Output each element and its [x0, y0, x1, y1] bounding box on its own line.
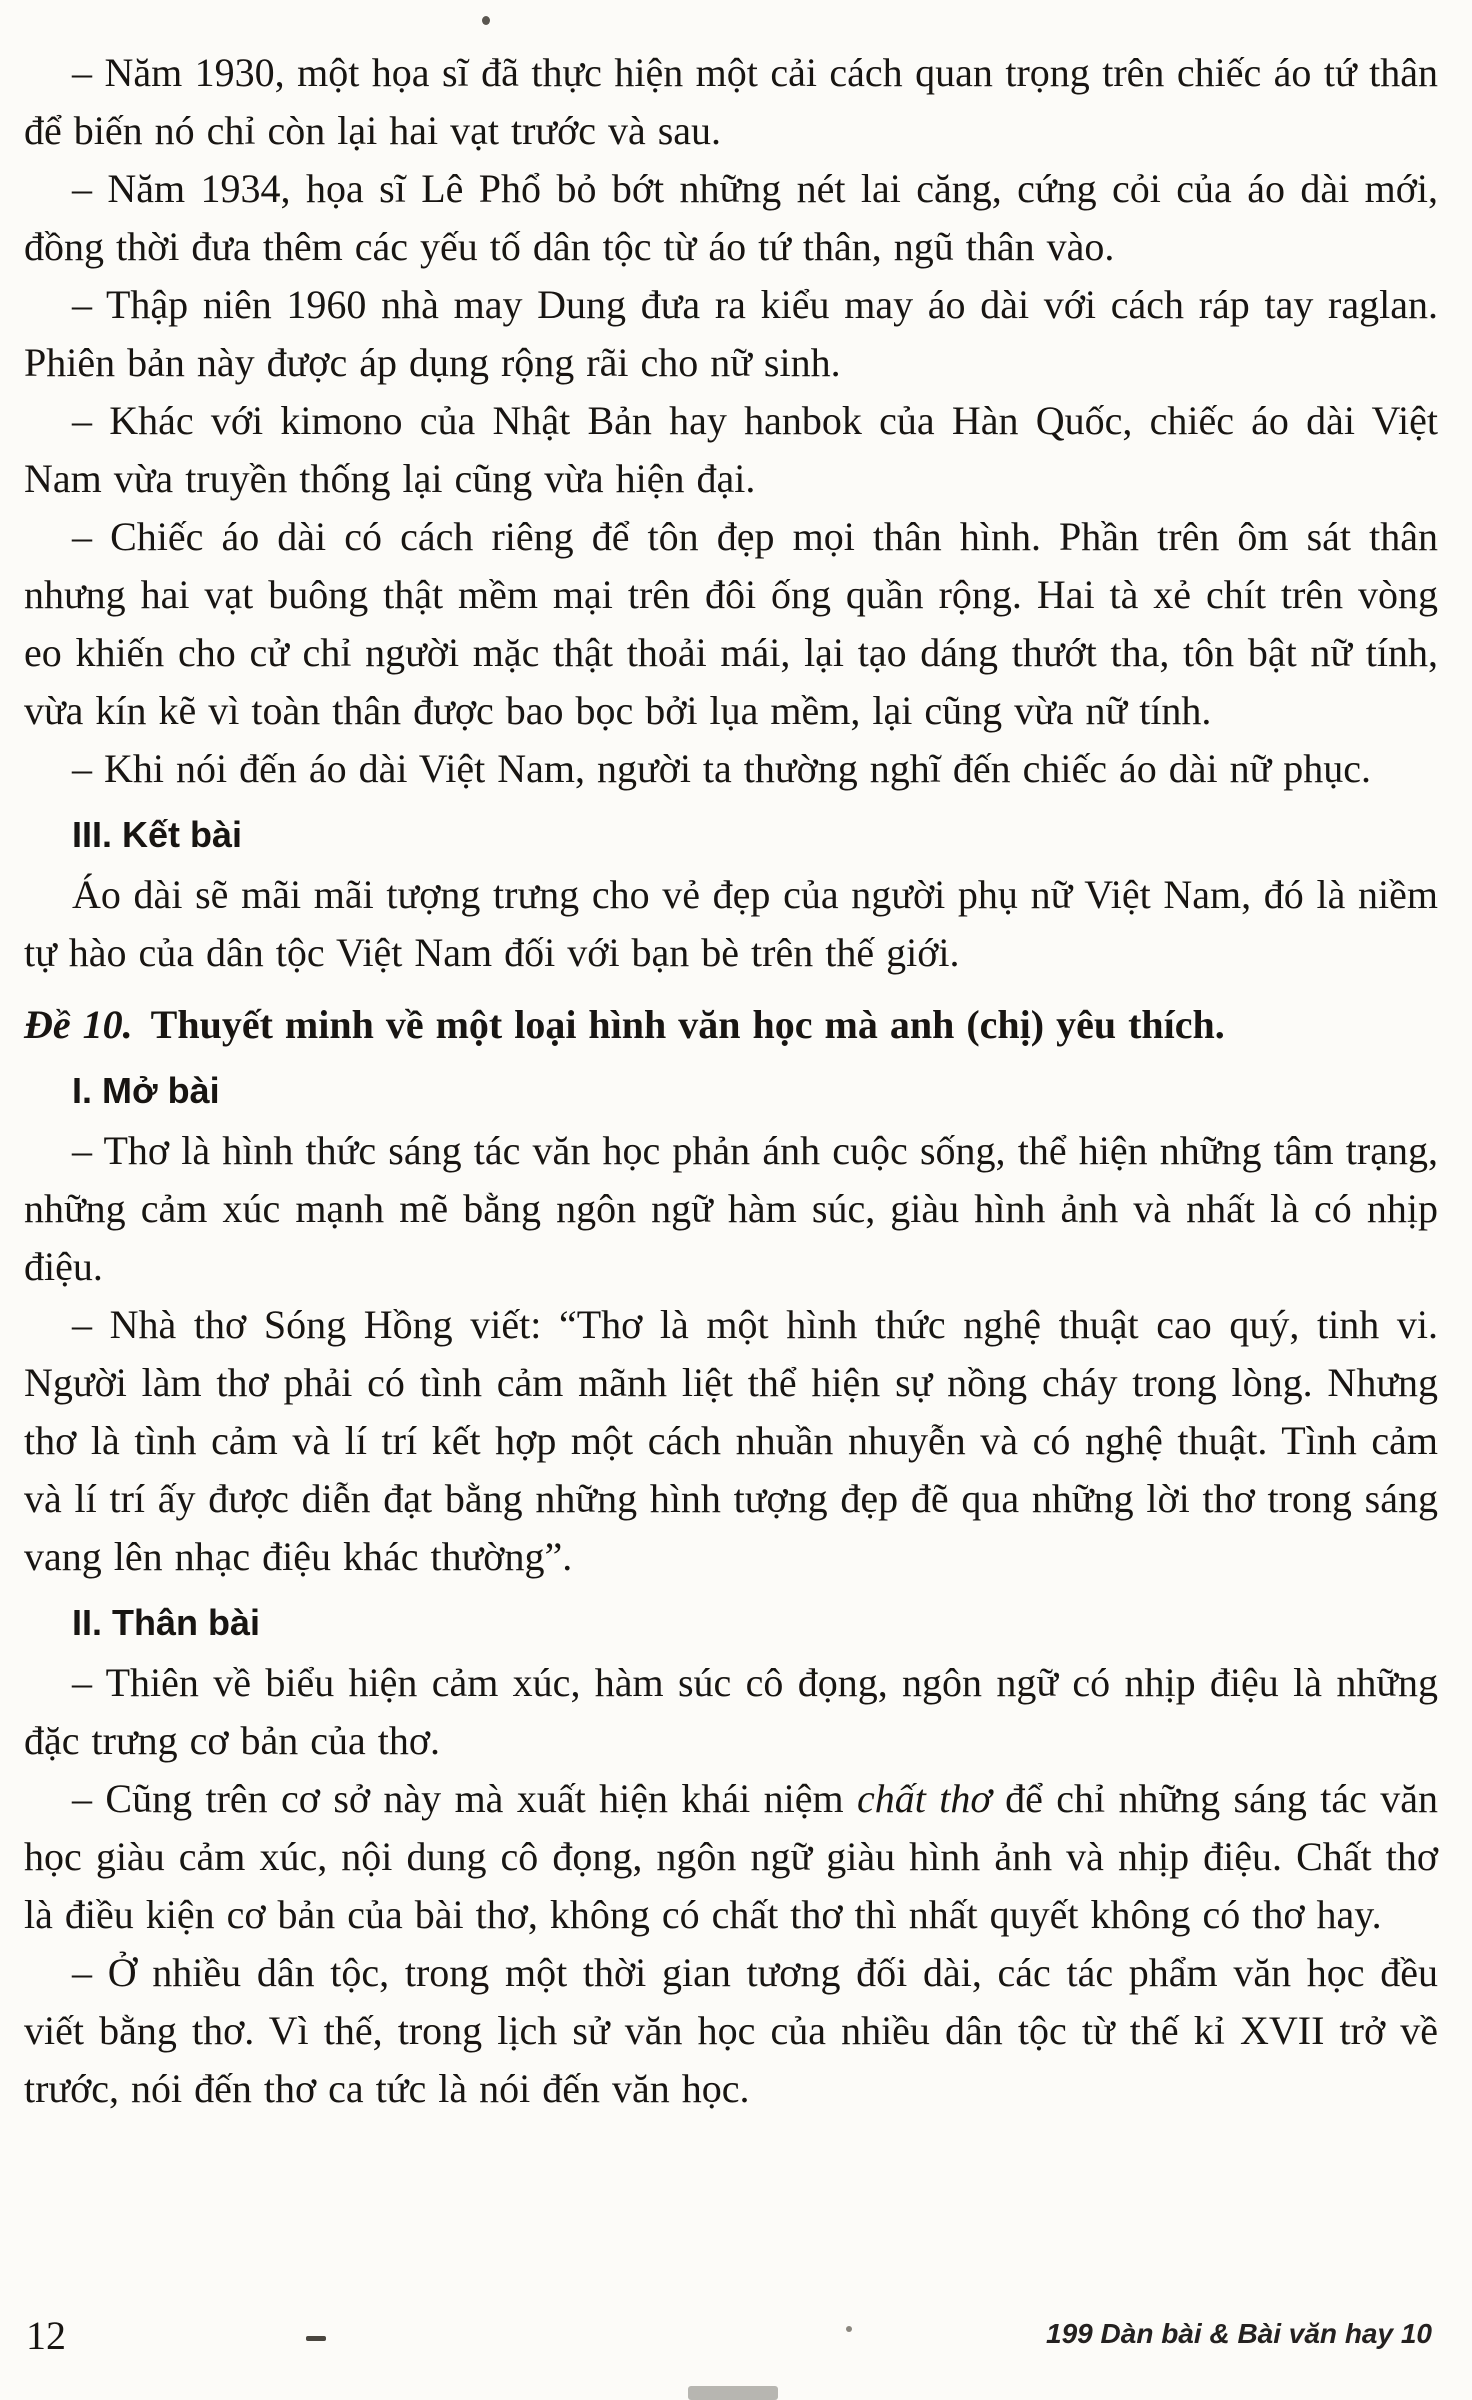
chat-tho-pre: – Cũng trên cơ sở này mà xuất hiện khái niệm — [72, 1776, 857, 1821]
topic-title-de-10 — [24, 996, 1438, 1054]
scan-artifact — [846, 2326, 852, 2332]
topic-number: Đề 10. — [24, 1002, 133, 1047]
paragraph-tho-la-hinh-thuc: – Thơ là hình thức sáng tác văn học phản ánh cuộc sống, thể hiện những tâm trạng, những cảm xúc mạnh mẽ bằng ngôn ngữ hàm súc, giàu hình ảnh và nhất là có nhịp điệu. — [24, 1128, 1438, 1289]
paragraph-thap-nien-1960: – Thập niên 1960 nhà may Dung đưa ra kiểu may áo dài với cách ráp tay raglan. Phiên bản này được áp dụng rộng rãi cho nữ sinh. — [24, 282, 1438, 385]
heading-than-bai: II. Thân bài — [72, 1602, 261, 1643]
paragraph-ton-dep-than-hinh: – Chiếc áo dài có cách riêng để tôn đẹp mọi thân hình. Phần trên ôm sát thân nhưng hai vạt buông thật mềm mại trên đôi ống quần rộng. Hai tà xẻ chít trên vòng eo khiến cho cử chỉ người mặc thật thoải mái, lại tạo dáng thướt tha, tôn bật nữ tính, vừa kín kẽ vì toàn thân được bao bọc bởi lụa mềm, lại cũng vừa nữ tính. — [24, 514, 1438, 733]
heading-ket-bai: III. Kết bài — [72, 814, 243, 855]
paragraph-nu-phuc: – Khi nói đến áo dài Việt Nam, người ta thường nghĩ đến chiếc áo dài nữ phục. — [72, 746, 1372, 791]
paragraph-song-hong-quote: – Nhà thơ Sóng Hồng viết: “Thơ là một hình thức nghệ thuật cao quý, tinh vi. Người làm thơ phải có tình cảm mãnh liệt thể hiện sự nồng cháy trong lòng. Nhưng thơ là tình cảm và lí trí kết hợp một cách nhuần nhuyễn và có nghệ thuật. Tình cảm và lí trí ấy được diễn đạt bằng những hình tượng đẹp đẽ qua những lời thơ trong sáng vang lên nhạc điệu khác thường”. — [24, 1302, 1438, 1579]
page-content — [24, 44, 1438, 2118]
paragraph-dac-trung-co-ban: – Thiên về biểu hiện cảm xúc, hàm súc cô đọng, ngôn ngữ có nhịp điệu là những đặc trưng cơ bản của thơ. — [24, 1660, 1438, 1763]
heading-mo-bai: I. Mở bài — [72, 1070, 220, 1111]
chat-tho-post: để chỉ những sáng tác văn học giàu cảm xúc, nội dung cô đọng, ngôn ngữ giàu hình ảnh và nhịp điệu. Chất thơ là điều kiện cơ bản của bài thơ, không có chất thơ thì nhất quyết không có thơ hay. — [24, 1776, 1439, 1937]
paragraph-nhieu-dan-toc: – Ở nhiều dân tộc, trong một thời gian tương đối dài, các tác phẩm văn học đều viết bằng thơ. Vì thế, trong lịch sử văn học của nhiều dân tộc từ thế kỉ XVII trở về trước, nói đến thơ ca tức là nói đến văn học. — [24, 1950, 1438, 2111]
paragraph-kimono-hanbok: – Khác với kimono của Nhật Bản hay hanbok của Hàn Quốc, chiếc áo dài Việt Nam vừa truyền thống lại cũng vừa hiện đại. — [24, 398, 1438, 501]
scan-artifact — [306, 2336, 326, 2341]
topic-text: Thuyết minh về một loại hình văn học mà anh (chị) yêu thích. — [150, 1002, 1225, 1047]
paragraph-nam-1934: – Năm 1934, họa sĩ Lê Phổ bỏ bớt những nét lai căng, cứng cỏi của áo dài mới, đồng thời đưa thêm các yếu tố dân tộc từ áo tứ thân, ngũ thân vào. — [24, 166, 1438, 269]
book-title-footer: 199 Dàn bài & Bài văn hay 10 — [1046, 2318, 1432, 2349]
paragraph-nam-1930: – Năm 1930, một họa sĩ đã thực hiện một cải cách quan trọng trên chiếc áo tứ thân để biến nó chỉ còn lại hai vạt trước và sau. — [24, 50, 1438, 153]
scan-artifact — [688, 2386, 778, 2400]
page-number: 12 — [26, 2313, 66, 2358]
chat-tho-term: chất thơ — [856, 1776, 992, 1821]
scan-artifact — [482, 16, 490, 25]
paragraph-chat-tho — [24, 1770, 1438, 1944]
paragraph-ao-dai-tuong-trung: Áo dài sẽ mãi mãi tượng trưng cho vẻ đẹp của người phụ nữ Việt Nam, đó là niềm tự hào của dân tộc Việt Nam đối với bạn bè trên thế giới. — [24, 872, 1438, 975]
